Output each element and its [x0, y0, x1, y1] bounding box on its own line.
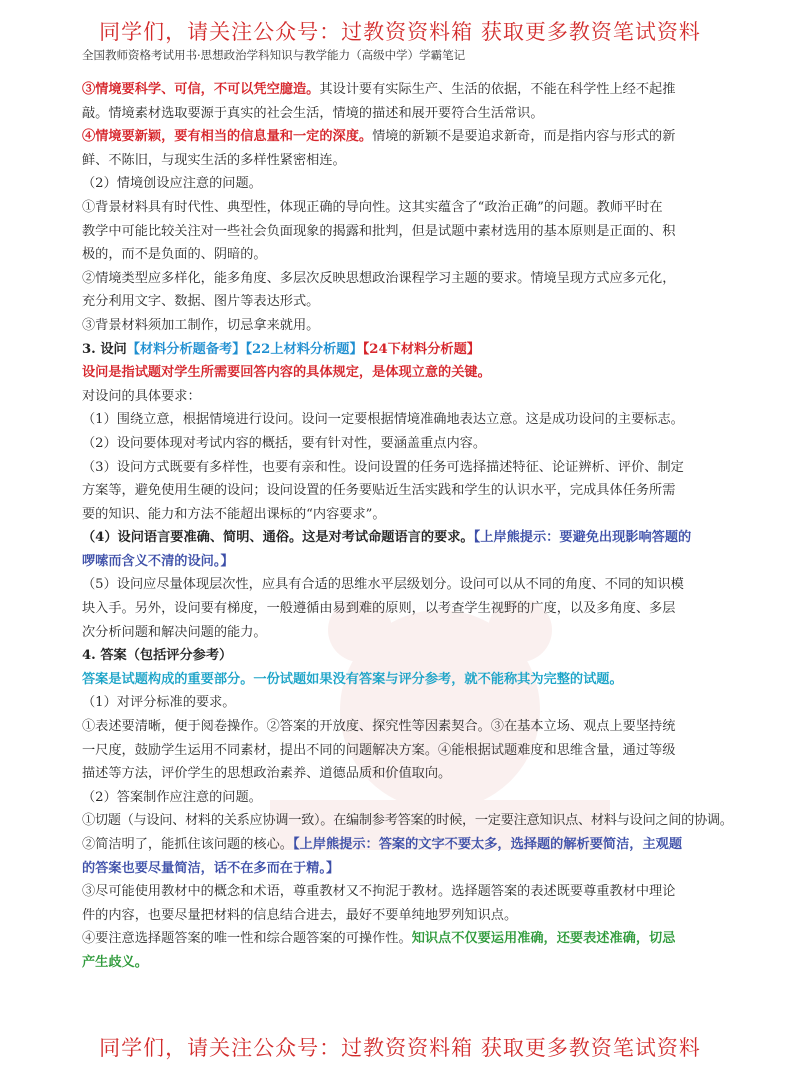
text-line: 次分析问题和解决问题的能力。 [82, 624, 267, 640]
text-line: 要的知识、能力和方法不能超出课标的“内容要求”。 [82, 506, 386, 522]
tip-text: 啰嗦而含义不清的设问。】 [82, 553, 234, 569]
emphasis-text: 知识点不仅要运用准确，还要表述准确，切忌 [411, 931, 676, 947]
document-body [82, 78, 742, 975]
text-line: 对设问的具体要求： [82, 388, 201, 404]
tip-text: 【上岸熊提示：答案的文字不要太多，选择题的解析要简洁，主观题 [293, 837, 683, 852]
text-line: （2）情境创设应注意的问题。 [82, 176, 262, 192]
key-statement: 答案是试题构成的重要部分。一份试题如果没有答案与评分参考，就不能称其为完整的试题。 [82, 671, 623, 687]
text-line: ①切题（与设问、材料的关系应协调一致）。在编制参考答案的时候，一定要注意知识点、材料与设问之间的协调。 [82, 813, 733, 829]
text-line [82, 78, 742, 102]
text-line: 方案等，避免使用生硬的设问；设问设置的任务要贴近生活实践和学生的认识水平，完成具体任务所需 [82, 483, 676, 499]
emphasis-text: 产生歧义。 [82, 954, 148, 970]
text-line: （1）围绕立意，根据情境进行设问。设问一定要根据情境准确地表达立意。这是成功设问的主要标志。 [82, 412, 684, 428]
text-line: 一尺度，鼓励学生运用不同素材，提出不同的问题解决方案。④能根据试题难度和思维含量，通过等级 [82, 742, 676, 758]
text-line: （5）设问应尽量体现层次性，应具有合适的思维水平层级划分。设问可以从不同的角度、不同的知识模 [82, 577, 684, 593]
text-line: ③背景材料须加工制作，切忌拿来就用。 [82, 317, 320, 333]
bold-text: （4）设问语言要准确、简明、通俗。这是对考试命题语言的要求。 [82, 530, 474, 546]
bottom-banner: 同学们，请关注公众号：过教资资料箱 获取更多教资笔试资料 [99, 1036, 701, 1060]
text-line: （2）设问要体现对考试内容的概括，要有针对性，要涵盖重点内容。 [82, 435, 487, 451]
section-heading-4: 4. 答案（包括评分参考） [82, 648, 233, 664]
body-text: 其设计要有实际生产、生活的依据，不能在科学性上经不起推 [319, 82, 676, 97]
tip-text: 【上岸熊提示：要避免出现影响答题的 [473, 530, 692, 546]
text-line: 极的，而不是负面的、阴暗的。 [82, 247, 267, 263]
text-line [82, 526, 742, 550]
body-text: ②简洁明了，能抓住该问题的核心。 [82, 837, 293, 852]
emphasis-text: ④情境要新颖，要有相当的信息量和一定的深度。 [82, 129, 373, 145]
text-line [82, 927, 742, 951]
key-statement: 设问是指试题对学生所需要回答内容的具体规定，是体现立意的关键。 [82, 365, 491, 381]
text-line: （3）设问方式既要有多样性，也要有亲和性。设问设置的任务可选择描述特征、论证辨析、评价、制定 [82, 459, 684, 475]
body-text: 情境的新颖不是要追求新奇，而是指内容与形式的新 [372, 129, 676, 145]
body-text: ④要注意选择题答案的唯一性和综合题答案的可操作性。 [82, 931, 412, 947]
text-line: 充分利用文字、数据、图片等表达形式。 [82, 294, 320, 310]
exam-tag: 【22上材料分析题】 [245, 341, 363, 357]
text-line: 件的内容，也要尽量把材料的信息结合进去，最好不要单纯地罗列知识点。 [82, 907, 518, 923]
exam-tag: 【材料分析题备考】 [126, 341, 246, 357]
book-subtitle: 全国教师资格考试用书·思想政治学科知识与教学能力（高级中学）学霸笔记 [82, 48, 466, 62]
text-line [82, 125, 742, 149]
text-line: 描述等方法，评价学生的思想政治素养、道德品质和价值取向。 [82, 766, 452, 782]
text-line: （1）对评分标准的要求。 [82, 695, 236, 711]
text-line: ①背景材料具有时代性、典型性，体现正确的导向性。这其实蕴含了“政治正确”的问题。教师平时在 [82, 199, 663, 215]
text-line: 块入手。另外，设问要有梯度，一般遵循由易到难的原则，以考查学生视野的广度，以及多角度、多层 [82, 601, 676, 617]
text-line: （2）答案制作应注意的问题。 [82, 789, 262, 805]
exam-tag: 【24下材料分析题】 [362, 341, 480, 357]
top-banner: 同学们，请关注公众号：过教资资料箱 获取更多教资笔试资料 [99, 20, 701, 44]
text-line [82, 833, 742, 857]
text-line: 鲜、不陈旧，与现实生活的多样性紧密相连。 [82, 152, 346, 168]
emphasis-text: ③情境要科学、可信，不可以凭空臆造。 [82, 82, 320, 97]
text-line: ②情境类型应多样化，能多角度、多层次反映思想政治课程学习主题的要求。情境呈现方式应多元化， [82, 270, 676, 286]
text-line: ①表述要清晰，便于阅卷操作。②答案的开放度、探究性等因素契合。③在基本立场、观点上要坚持统 [82, 719, 676, 735]
tip-text: 的答案也要尽量简洁，话不在多而在于精。】 [82, 860, 340, 876]
text-line: 教学中可能比较关注对一些社会负面现象的揭露和批判，但是试题中素材选用的基本原则是正面的、积 [82, 223, 676, 239]
text-line: 敲。情境素材选取要源于真实的社会生活，情境的描述和展开要符合生活常识。 [82, 105, 544, 121]
text-line: ③尽可能使用教材中的概念和术语，尊重教材又不拘泥于教材。选择题答案的表述既要尊重教材中理论 [82, 884, 676, 900]
section-heading-3 [82, 338, 742, 362]
heading-text: 3. 设问 [82, 341, 127, 357]
